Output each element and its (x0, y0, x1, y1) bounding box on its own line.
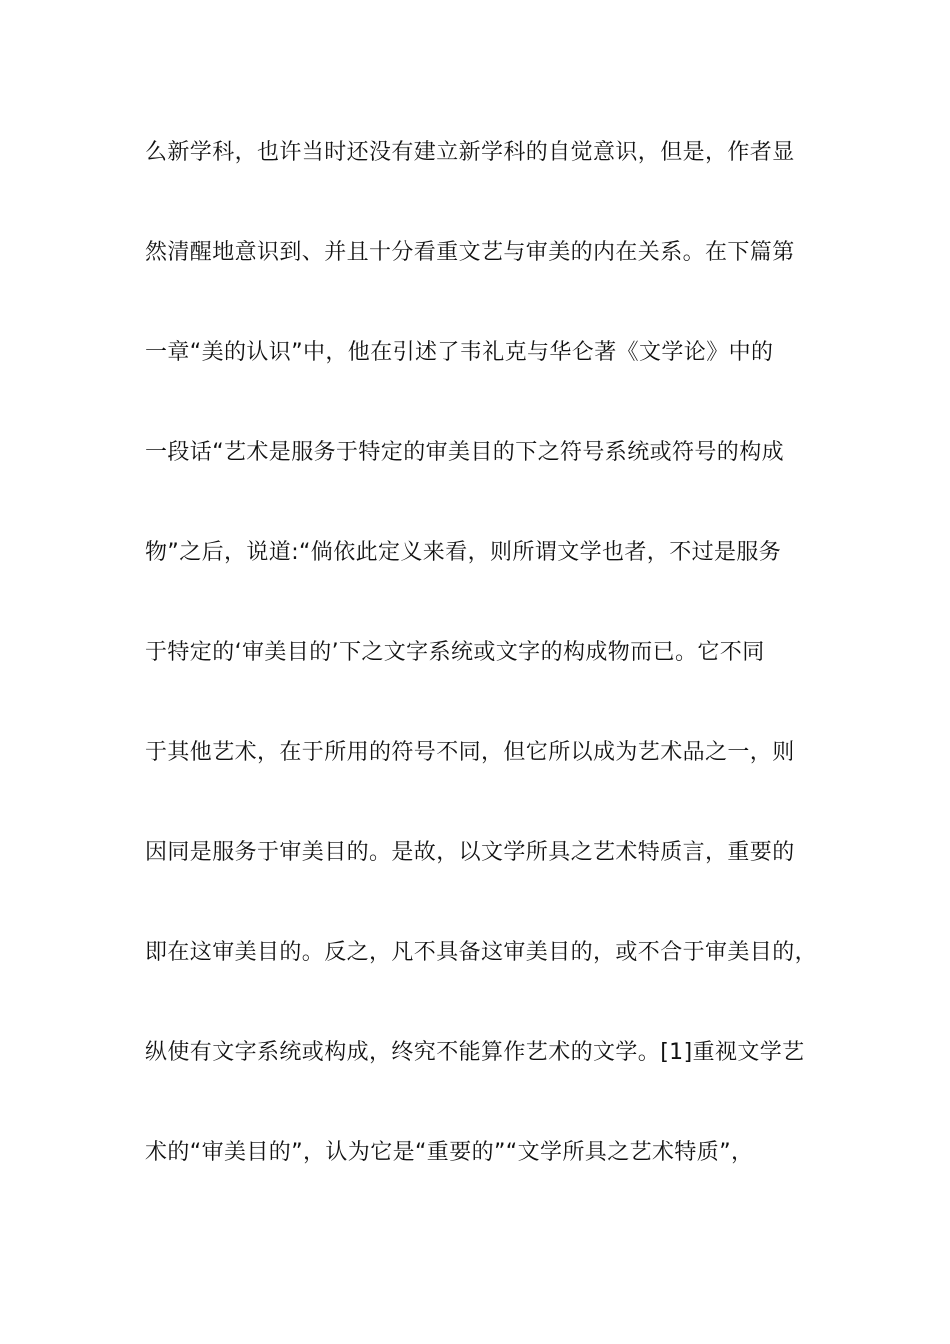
text-line: 因同是服务于审美目的。是故，以文学所具之艺术特质言，重要的 (145, 840, 795, 865)
text-line: 术的“审美目的”，认为它是“重要的”“文学所具之艺术特质”， (145, 1140, 754, 1165)
text-line: 一段话“艺术是服务于特定的审美目的下之符号系统或符号的构成 (145, 440, 784, 465)
text-line: 物”之后，说道:“倘依此定义来看，则所谓文学也者，不过是服务 (145, 540, 782, 565)
text-line: 纵使有文字系统或构成，终究不能算作艺术的文学。[1]重视文学艺 (145, 1040, 805, 1065)
text-line: 然清醒地意识到、并且十分看重文艺与审美的内在关系。在下篇第 (145, 240, 795, 265)
text-line: 于特定的‘审美目的’下之文字系统或文字的构成物而已。它不同 (145, 640, 765, 665)
text-line: 即在这审美目的。反之，凡不具备这审美目的，或不合于审美目的， (145, 940, 818, 965)
text-line: 于其他艺术，在于所用的符号不同，但它所以成为艺术品之一，则 (145, 740, 795, 765)
body-text (145, 128, 825, 1228)
text-line: 一章“美的认识”中，他在引述了韦礼克与华仑著《文学论》中的 (145, 340, 774, 365)
text-line: 么新学科，也许当时还没有建立新学科的自觉意识，但是，作者显 (145, 140, 795, 165)
